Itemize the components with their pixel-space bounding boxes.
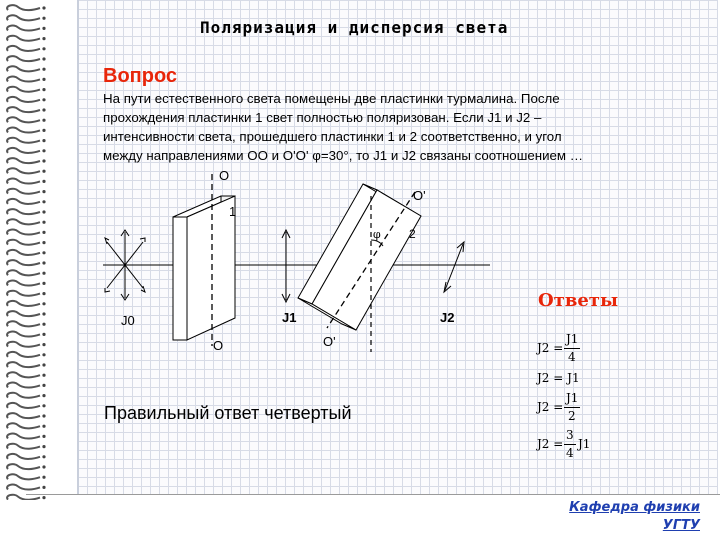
- spiral-hole: [42, 374, 45, 377]
- spiral-hole: [42, 98, 45, 101]
- spiral-hole: [42, 435, 45, 438]
- spiral-loop: [7, 199, 40, 204]
- spiral-loop: [7, 311, 40, 316]
- spiral-hole: [42, 312, 45, 315]
- spiral-loop: [7, 36, 40, 41]
- label-J2: J2: [440, 310, 455, 325]
- label-O-bottom: O: [213, 338, 224, 353]
- spiral-loop: [7, 219, 40, 224]
- spiral-hole: [42, 282, 45, 285]
- question-line-4: между направлениями ОО и О'О' φ=30°, то J1 и J2 связаны соотношением …: [103, 148, 584, 163]
- answer-1-fraction-bar: [564, 348, 580, 349]
- spiral-loop: [7, 97, 40, 102]
- spiral-hole: [42, 455, 45, 458]
- spiral-hole: [42, 343, 45, 346]
- spiral-loop: [7, 56, 40, 61]
- answers-heading: Ответы: [538, 290, 618, 311]
- label-O-top: O: [219, 168, 230, 183]
- spiral-loop: [7, 454, 40, 459]
- spiral-hole: [42, 57, 45, 60]
- spiral-hole: [42, 425, 45, 428]
- spiral-hole: [42, 353, 45, 356]
- label-phi: φ: [373, 228, 381, 241]
- spiral-loop: [7, 434, 40, 439]
- spiral-loop: [7, 148, 40, 153]
- spiral-hole: [42, 251, 45, 254]
- spiral-loop: [7, 321, 40, 326]
- spiral-loop: [7, 495, 40, 500]
- footer-university: УГТУ: [662, 518, 700, 533]
- spiral-hole: [42, 170, 45, 173]
- notebook-spiral-binding: [0, 0, 52, 500]
- answer-4-lhs: J2 =: [537, 437, 564, 451]
- spiral-loop: [7, 444, 40, 449]
- spiral-hole: [42, 190, 45, 193]
- footer-department: Кафедра физики: [569, 500, 700, 515]
- answer-2-lhs: J2 = J1: [537, 371, 580, 385]
- spiral-hole: [42, 210, 45, 213]
- spiral-loop: [7, 362, 40, 367]
- natural-light-symbol: [103, 230, 147, 300]
- spiral-hole: [42, 108, 45, 111]
- spiral-loop: [7, 107, 40, 112]
- spiral-loop: [7, 332, 40, 337]
- answer-3-fraction-bar: [564, 407, 580, 408]
- slide-title: Поляризация и дисперсия света: [200, 18, 509, 37]
- spiral-hole: [42, 200, 45, 203]
- question-line-3: интенсивности света, прошедшего пластинки 1 и 2 соответственно, и угол: [103, 129, 562, 144]
- spiral-loop: [7, 464, 40, 469]
- answer-3-numerator: J1: [566, 391, 579, 405]
- spiral-hole: [42, 465, 45, 468]
- spiral-loop: [7, 383, 40, 388]
- spiral-hole: [42, 17, 45, 20]
- label-Oprime-top: O': [413, 188, 426, 203]
- polarizer-diagram: [95, 160, 500, 355]
- answer-1-numerator: J1: [566, 332, 579, 346]
- spiral-loop: [7, 138, 40, 143]
- spiral-loop: [7, 403, 40, 408]
- spiral-loop: [7, 87, 40, 92]
- spiral-loop: [7, 209, 40, 214]
- spiral-hole: [42, 6, 45, 9]
- spiral-loop: [7, 393, 40, 398]
- label-J0: J0: [121, 313, 135, 328]
- spiral-hole: [42, 333, 45, 336]
- spiral-loop: [7, 474, 40, 479]
- spiral-hole: [42, 180, 45, 183]
- spiral-loop: [7, 342, 40, 347]
- spiral-loop: [7, 26, 40, 31]
- spiral-hole: [42, 302, 45, 305]
- answer-4-numerator: 3: [566, 428, 574, 442]
- margin-line: [77, 0, 79, 495]
- label-Oprime-bottom: O': [323, 334, 336, 349]
- spiral-hole: [42, 272, 45, 275]
- spiral-hole: [42, 221, 45, 224]
- spiral-loop: [7, 179, 40, 184]
- answer-1-denominator: 4: [568, 350, 576, 364]
- spiral-loop: [7, 189, 40, 194]
- spiral-hole: [42, 139, 45, 142]
- answer-1-lhs: J2 =: [537, 341, 564, 355]
- spiral-hole: [42, 414, 45, 417]
- spiral-hole: [42, 27, 45, 30]
- question-line-2: прохождения пластинки 1 свет полностью поляризован. Если J1 и J2 –: [103, 110, 542, 125]
- spiral-hole: [42, 47, 45, 50]
- spiral-hole: [42, 78, 45, 81]
- spiral-loop: [7, 240, 40, 245]
- spiral-hole: [42, 404, 45, 407]
- J2-polarization-arrow: [444, 242, 464, 292]
- plate-1: [173, 196, 235, 340]
- spiral-loop: [7, 260, 40, 265]
- spiral-loop: [7, 77, 40, 82]
- spiral-loop: [7, 230, 40, 235]
- spiral-hole: [42, 394, 45, 397]
- spiral-loop: [7, 66, 40, 71]
- spiral-loop: [7, 168, 40, 173]
- spiral-loop: [7, 158, 40, 163]
- spiral-loop: [7, 270, 40, 275]
- spiral-hole: [42, 68, 45, 71]
- spiral-hole: [42, 363, 45, 366]
- spiral-loop: [7, 372, 40, 377]
- answer-4-fraction-bar: [564, 444, 576, 445]
- spiral-hole: [42, 149, 45, 152]
- spiral-loop: [7, 301, 40, 306]
- spiral-hole: [42, 486, 45, 489]
- spiral-hole: [42, 292, 45, 295]
- spiral-hole: [42, 241, 45, 244]
- spiral-loop: [7, 352, 40, 357]
- spiral-hole: [42, 496, 45, 499]
- spiral-hole: [42, 445, 45, 448]
- answer-3-lhs: J2 =: [537, 400, 564, 414]
- question-line-1: На пути естественного света помещены две пластинки турмалина. После: [103, 91, 560, 106]
- spiral-loop: [7, 291, 40, 296]
- spiral-loop: [7, 46, 40, 51]
- answer-3-denominator: 2: [568, 409, 576, 423]
- spiral-hole: [42, 129, 45, 132]
- spiral-loop: [7, 485, 40, 490]
- spiral-hole: [42, 261, 45, 264]
- question-heading: Вопрос: [103, 65, 178, 87]
- spiral-hole: [42, 159, 45, 162]
- spiral-hole: [42, 323, 45, 326]
- correct-answer-caption: Правильный ответ четвертый: [104, 403, 352, 423]
- label-plate-1: 1: [229, 204, 237, 219]
- answer-4-denominator: 4: [566, 446, 574, 460]
- spiral-loop: [7, 281, 40, 286]
- label-plate-2: 2: [409, 227, 416, 241]
- spiral-hole: [42, 88, 45, 91]
- spiral-hole: [42, 384, 45, 387]
- label-J1: J1: [282, 310, 297, 325]
- bottom-rule: [26, 494, 720, 495]
- J1-polarization-arrow: [282, 230, 290, 302]
- plate-2: [298, 184, 421, 330]
- spiral-loop: [7, 250, 40, 255]
- spiral-hole: [42, 37, 45, 40]
- spiral-loop: [7, 128, 40, 133]
- spiral-loop: [7, 15, 40, 20]
- spiral-hole: [42, 119, 45, 122]
- spiral-loop: [7, 423, 40, 428]
- spiral-loop: [7, 413, 40, 418]
- spiral-hole: [42, 231, 45, 234]
- spiral-hole: [42, 476, 45, 479]
- answer-4-tail: J1: [578, 437, 591, 451]
- spiral-loop: [7, 117, 40, 122]
- spiral-loop: [7, 5, 40, 10]
